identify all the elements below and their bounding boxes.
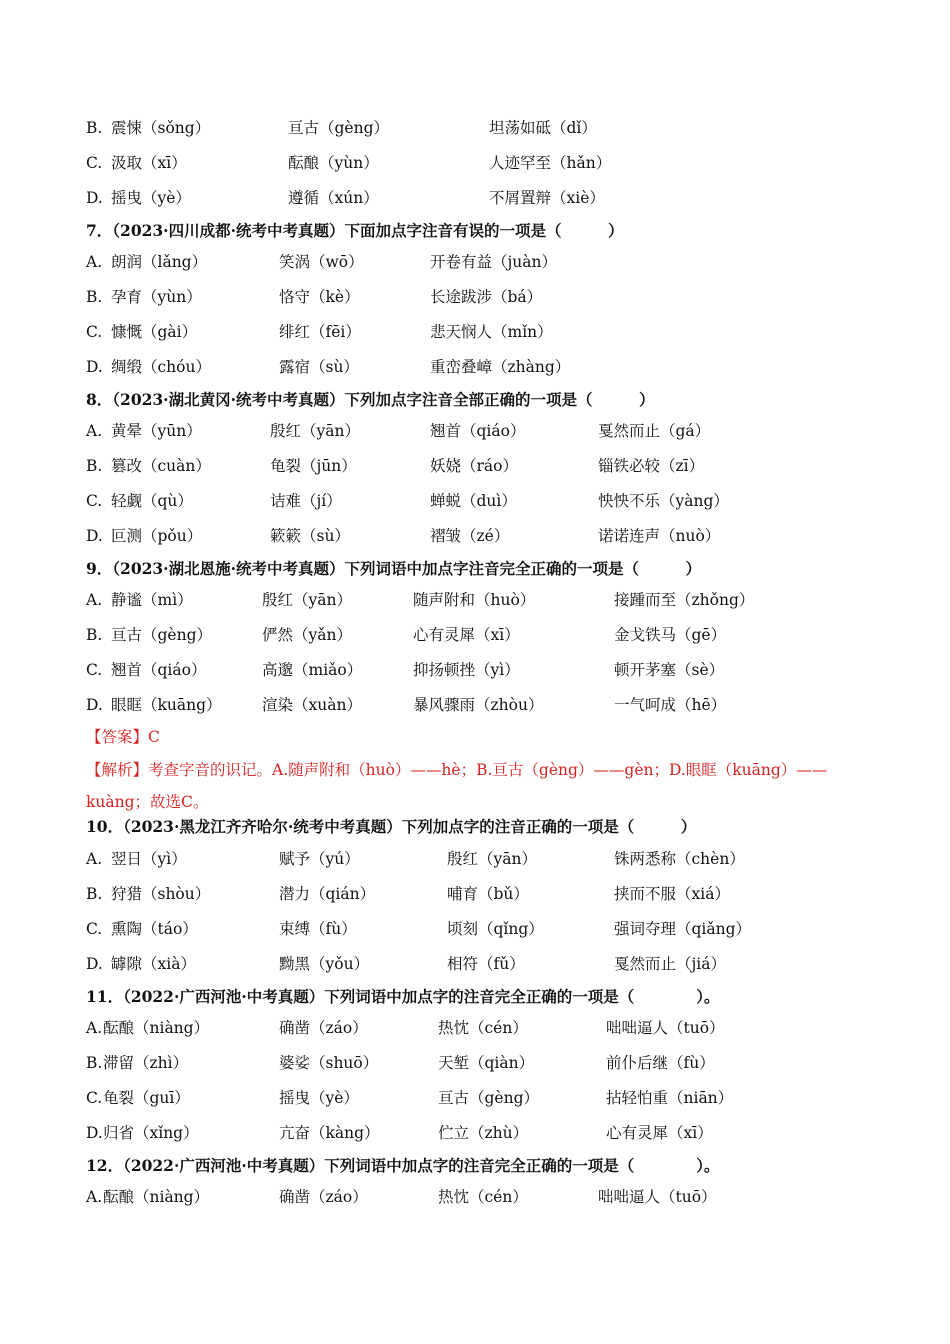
option-item: 一气呵成（hē） <box>614 696 727 714</box>
option-row <box>0 486 950 516</box>
answer-line <box>0 722 950 752</box>
option-row <box>0 247 950 277</box>
option-item: 重峦叠嶂（zhàng） <box>430 358 571 376</box>
option-row <box>0 1013 950 1043</box>
option-item: 狩猎（shòu） <box>111 885 211 903</box>
option-item: 亘古（gèng） <box>288 119 390 137</box>
option-item: 俨然（yǎn） <box>262 626 352 644</box>
option-item: 确凿（záo） <box>279 1019 368 1037</box>
option-item: 滞留（zhì） <box>103 1054 189 1072</box>
option-item: 笑涡（wō） <box>279 253 364 271</box>
option-letter: B. <box>86 119 103 137</box>
option-letter: B. <box>86 457 103 475</box>
option-item: 汲取（xī） <box>111 154 187 172</box>
question-7-stem: 7．（2023·四川成都·统考中考真题）下面加点字注音有误的一项是（ ） <box>86 221 624 240</box>
option-row <box>0 183 950 213</box>
option-item: 绯红（fēi） <box>279 323 361 341</box>
option-item: 绸缎（chóu） <box>111 358 211 376</box>
option-item: 挟而不服（xiá） <box>614 885 730 903</box>
option-item: 高邈（miǎo） <box>262 661 363 679</box>
option-item: 伫立（zhù） <box>438 1124 529 1142</box>
option-item: 遵循（xún） <box>288 189 379 207</box>
option-item: 龟裂（jūn） <box>270 457 357 475</box>
option-item: 殷红（yān） <box>262 591 352 609</box>
question-8-stem: 8．（2023·湖北黄冈·统考中考真题）下列加点字注音全部正确的一项是（ ） <box>86 390 655 409</box>
option-letter: C. <box>86 154 103 172</box>
option-item: 渲染（xuàn） <box>262 696 362 714</box>
option-item: 黄晕（yūn） <box>111 422 202 440</box>
question-stem <box>0 812 950 842</box>
option-item: 铢两悉称（chèn） <box>614 850 745 868</box>
option-item: 随声附和（huò） <box>413 591 536 609</box>
option-row <box>0 1083 950 1113</box>
option-item: 悲天悯人（mǐn） <box>430 323 553 341</box>
option-item: 熏陶（táo） <box>111 920 198 938</box>
option-item: 褶皱（zé） <box>430 527 510 545</box>
option-letter: C. <box>86 1089 103 1107</box>
option-item: 热忱（cén） <box>438 1019 528 1037</box>
option-row <box>0 1048 950 1078</box>
option-item: 戛然而止（gá） <box>598 422 711 440</box>
question-stem <box>0 554 950 584</box>
option-item: 诘难（jí） <box>270 492 342 510</box>
question-9-answer: 【答案】C <box>86 728 160 746</box>
option-letter: D. <box>86 1124 103 1142</box>
option-item: 酝酿（yùn） <box>288 154 379 172</box>
option-letter: D. <box>86 696 103 714</box>
option-item: 拈轻怕重（niān） <box>606 1089 734 1107</box>
option-letter: B. <box>86 1054 103 1072</box>
option-item: 金戈铁马（gē） <box>614 626 727 644</box>
option-item: 咄咄逼人（tuō） <box>598 1188 717 1206</box>
question-stem <box>0 385 950 415</box>
option-row <box>0 282 950 312</box>
option-row <box>0 914 950 944</box>
option-letter: A. <box>86 1188 103 1206</box>
option-item: 婆娑（shuō） <box>279 1054 379 1072</box>
question-10-stem: 10．（2023·黑龙江齐齐哈尔·统考中考真题）下列加点字的注音正确的一项是（ ） <box>86 817 697 836</box>
option-item: 殷红（yān） <box>270 422 360 440</box>
option-row <box>0 1182 950 1212</box>
option-item: 不屑置辩（xiè） <box>489 189 605 207</box>
option-item: 哺育（bǔ） <box>447 885 529 903</box>
option-item: 露宿（sù） <box>279 358 359 376</box>
option-item: 罅隙（xià） <box>111 955 196 973</box>
option-letter: C. <box>86 323 103 341</box>
option-row <box>0 1118 950 1148</box>
option-item: 热忱（cén） <box>438 1188 528 1206</box>
option-letter: D. <box>86 527 103 545</box>
option-letter: D. <box>86 955 103 973</box>
option-letter: A. <box>86 1019 103 1037</box>
option-item: 翘首（qiáo） <box>430 422 526 440</box>
option-row <box>0 317 950 347</box>
option-item: 相符（fǔ） <box>447 955 525 973</box>
option-letter: B. <box>86 885 103 903</box>
option-item: 亢奋（kàng） <box>279 1124 380 1142</box>
option-item: 酝酿（niàng） <box>103 1188 210 1206</box>
option-item: 孕育（yùn） <box>111 288 202 306</box>
option-item: 龟裂（guī） <box>103 1089 190 1107</box>
option-item: 朗润（lǎng） <box>111 253 208 271</box>
option-row <box>0 113 950 143</box>
option-item: 戛然而止（jiá） <box>614 955 727 973</box>
question-11-stem: 11．（2022·广西河池·中考真题）下列词语中加点字的注音完全正确的一项是（ ）。 <box>86 987 720 1006</box>
option-item: 酝酿（niàng） <box>103 1019 210 1037</box>
option-item: 簌簌（sù） <box>270 527 350 545</box>
option-item: 人迹罕至（hǎn） <box>489 154 612 172</box>
option-item: 蝉蜕（duì） <box>430 492 517 510</box>
option-row <box>0 521 950 551</box>
option-row <box>0 416 950 446</box>
option-item: 强词夺理（qiǎng） <box>614 920 752 938</box>
question-stem <box>0 216 950 246</box>
option-letter: B. <box>86 288 103 306</box>
question-9-analysis: 【解析】考查字音的识记。A.随声附和（huò）——hè；B.亘古（gèng）——gèn；D.眼眶（kuāng）——kuàng；故选C。 <box>86 761 828 811</box>
option-row <box>0 655 950 685</box>
option-item: 暴风骤雨（zhòu） <box>413 696 544 714</box>
option-item: 锱铁必较（zī） <box>598 457 705 475</box>
option-item: 赋予（yú） <box>279 850 360 868</box>
option-item: 摇曳（yè） <box>279 1089 359 1107</box>
option-letter: C. <box>86 920 103 938</box>
option-item: 怏怏不乐（yàng） <box>598 492 729 510</box>
option-item: 接踵而至（zhǒng） <box>614 591 755 609</box>
option-item: 殷红（yān） <box>447 850 537 868</box>
option-item: 篡改（cuàn） <box>111 457 211 475</box>
option-letter: B. <box>86 626 103 644</box>
option-item: 慷慨（gài） <box>111 323 198 341</box>
option-item: 潜力（qián） <box>279 885 376 903</box>
option-letter: D. <box>86 358 103 376</box>
option-letter: C. <box>86 492 103 510</box>
option-item: 眼眶（kuāng） <box>111 696 222 714</box>
option-letter: A. <box>86 591 103 609</box>
option-item: 诺诺连声（nuò） <box>598 527 721 545</box>
option-item: 顿开茅塞（sè） <box>614 661 725 679</box>
option-row <box>0 844 950 874</box>
option-item: 亘古（gèng） <box>438 1089 540 1107</box>
option-row <box>0 585 950 615</box>
option-item: 恪守（kè） <box>279 288 360 306</box>
option-item: 开卷有益（juàn） <box>430 253 558 271</box>
option-item: 静谧（mì） <box>111 591 193 609</box>
option-item: 翌日（yì） <box>111 850 187 868</box>
question-stem <box>0 982 950 1012</box>
option-letter: A. <box>86 422 103 440</box>
option-item: 妖娆（ráo） <box>430 457 518 475</box>
question-12-stem: 12．（2022·广西河池·中考真题）下列词语中加点字的注音完全正确的一项是（ ）。 <box>86 1156 720 1175</box>
option-item: 翘首（qiáo） <box>111 661 207 679</box>
option-row <box>0 620 950 650</box>
question-9-stem: 9．（2023·湖北恩施·统考中考真题）下列词语中加点字注音完全正确的一项是（ ） <box>86 559 701 578</box>
option-item: 天堑（qiàn） <box>438 1054 535 1072</box>
option-row <box>0 451 950 481</box>
option-row <box>0 352 950 382</box>
option-item: 前仆后继（fù） <box>606 1054 715 1072</box>
option-item: 确凿（záo） <box>279 1188 368 1206</box>
option-item: 轻觑（qù） <box>111 492 193 510</box>
option-item: 坦荡如砥（dǐ） <box>489 119 597 137</box>
option-item: 黝黑（yǒu） <box>279 955 370 973</box>
option-item: 顷刻（qǐng） <box>447 920 544 938</box>
option-item: 心有灵犀（xī） <box>606 1124 713 1142</box>
option-item: 叵测（pǒu） <box>111 527 203 545</box>
option-item: 抑扬顿挫（yì） <box>413 661 520 679</box>
option-letter: D. <box>86 189 103 207</box>
option-row <box>0 949 950 979</box>
option-item: 束缚（fù） <box>279 920 357 938</box>
option-item: 心有灵犀（xī） <box>413 626 520 644</box>
question-stem <box>0 1151 950 1181</box>
option-letter: A. <box>86 253 103 271</box>
option-item: 长途跋涉（bá） <box>430 288 543 306</box>
option-row <box>0 879 950 909</box>
option-row <box>0 148 950 178</box>
option-item: 咄咄逼人（tuō） <box>606 1019 725 1037</box>
option-item: 震悚（sǒng） <box>111 119 211 137</box>
option-item: 摇曳（yè） <box>111 189 191 207</box>
option-letter: C. <box>86 661 103 679</box>
option-item: 归省（xǐng） <box>103 1124 199 1142</box>
option-item: 亘古（gèng） <box>111 626 213 644</box>
option-letter: A. <box>86 850 103 868</box>
option-row <box>0 690 950 720</box>
